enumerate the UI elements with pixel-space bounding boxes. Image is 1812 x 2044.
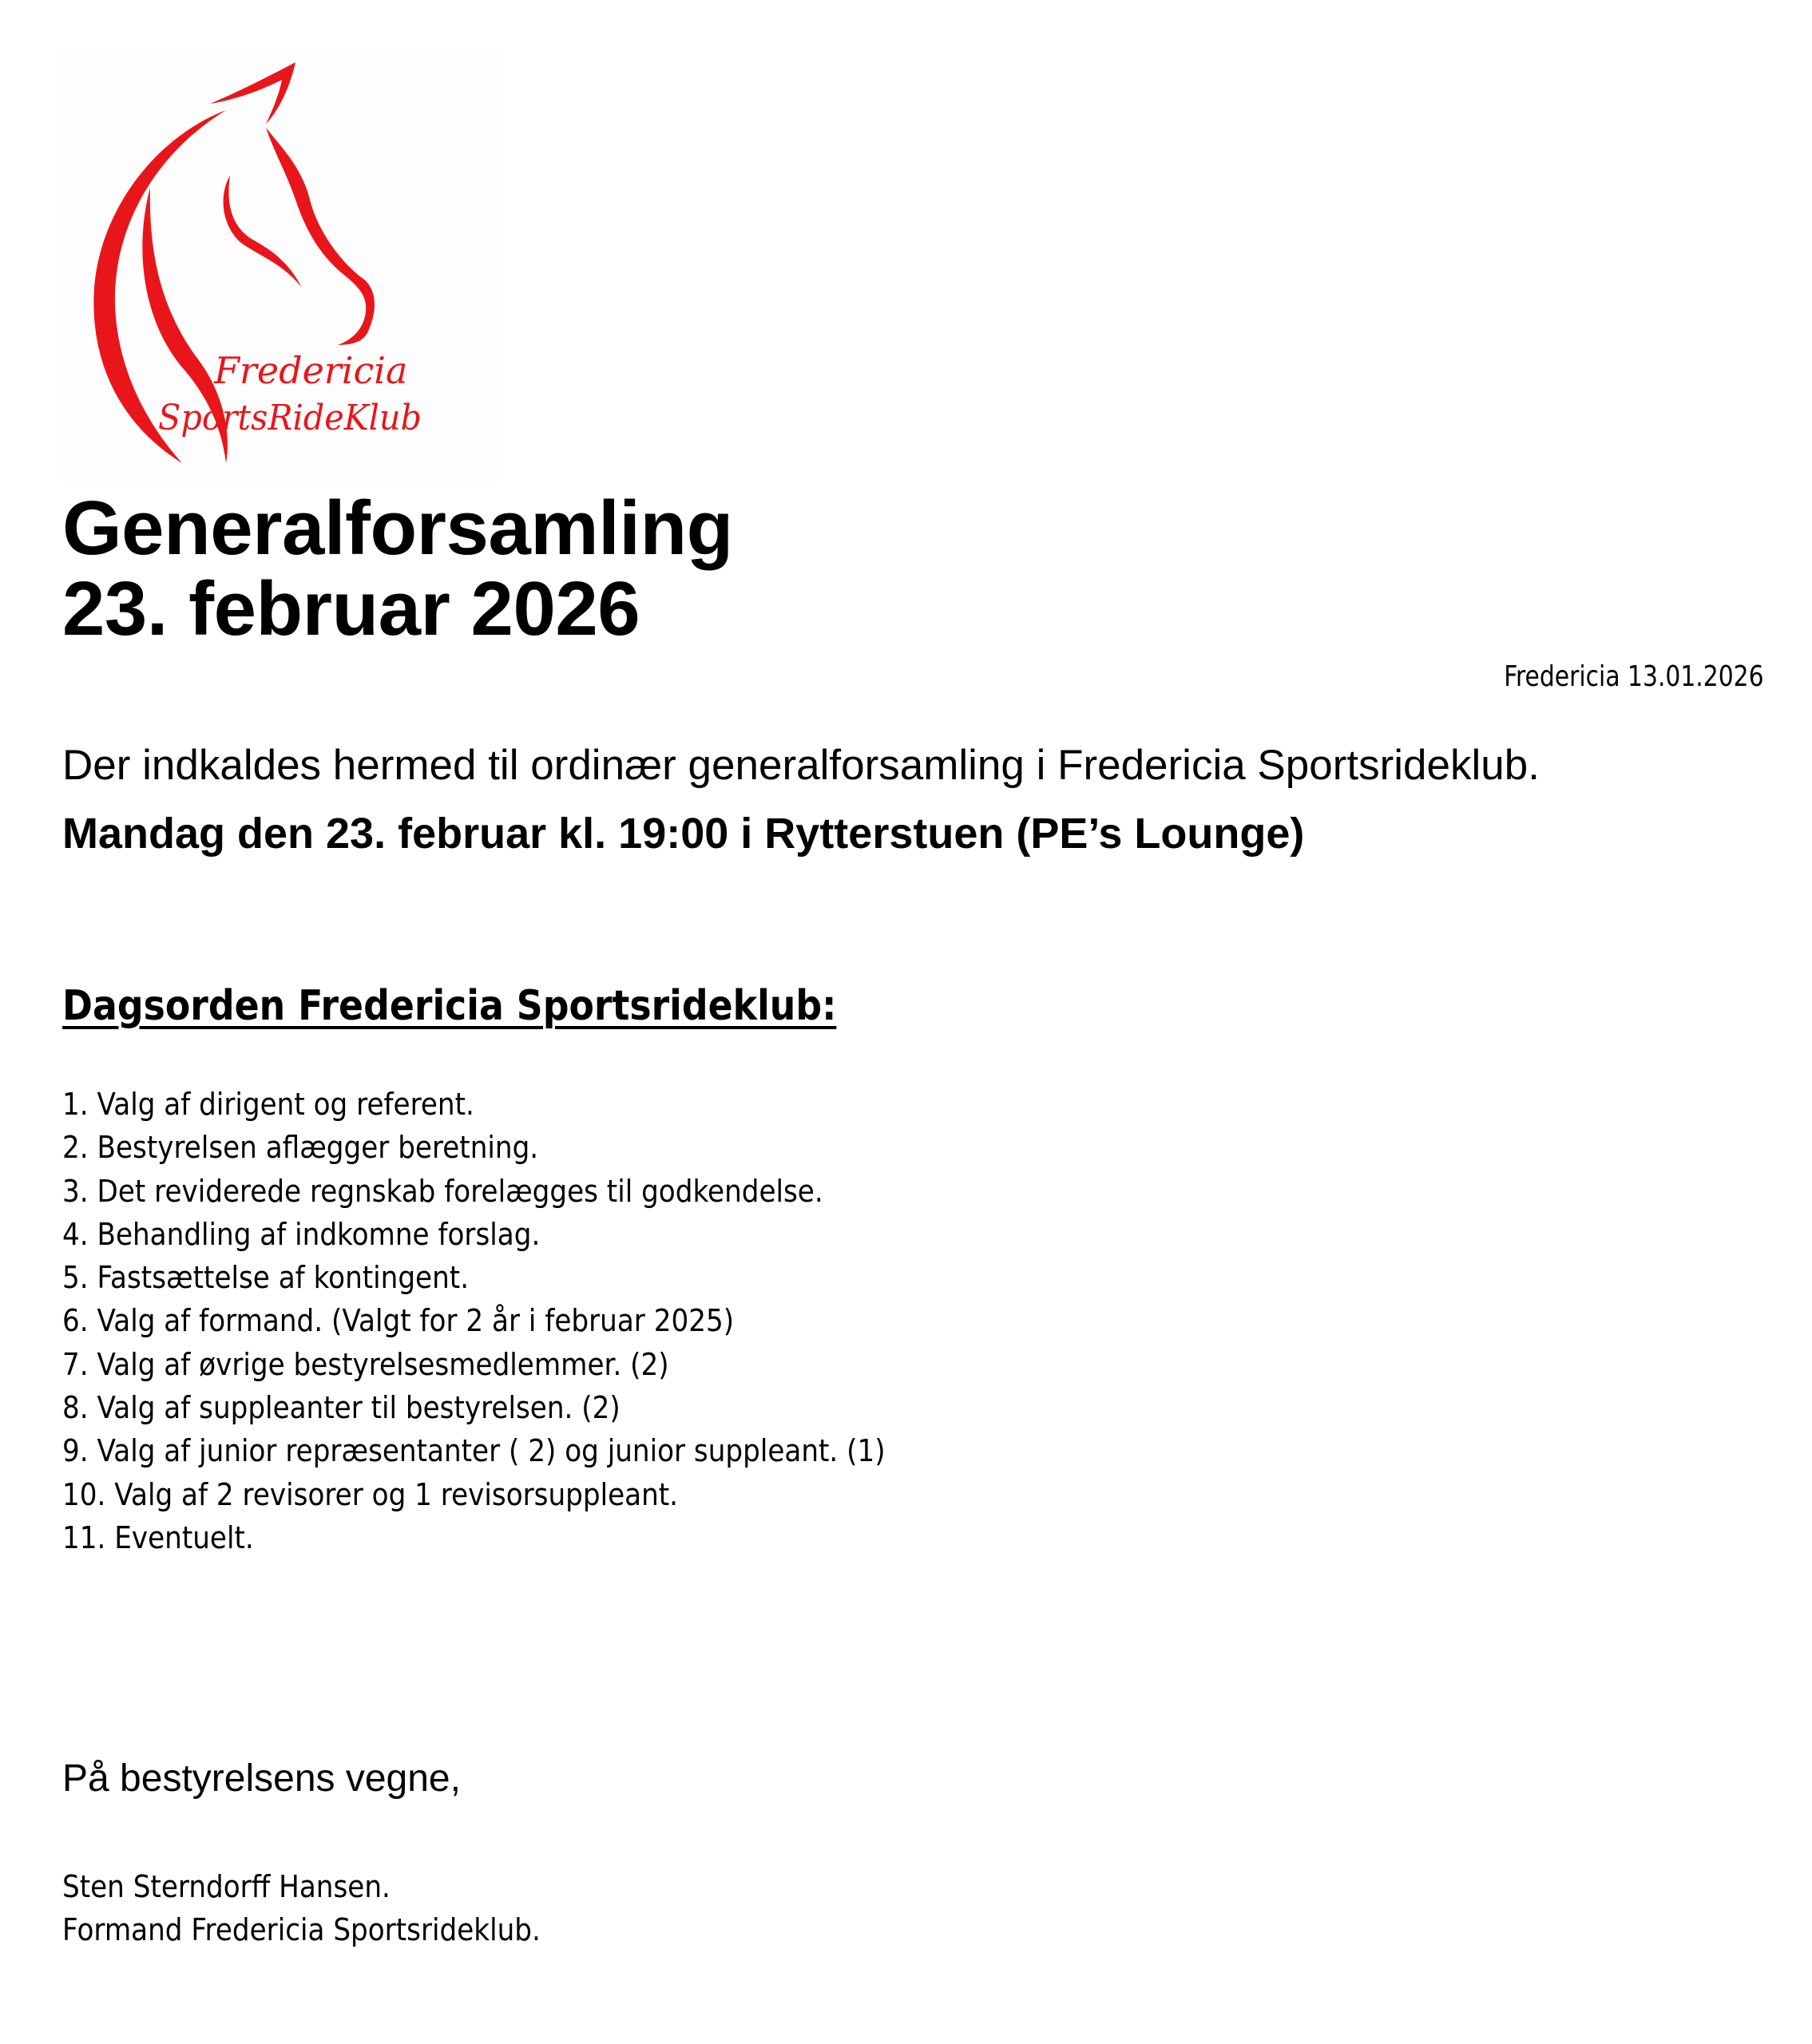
- meeting-details: Mandag den 23. februar kl. 19:00 i Rytterstuen (PE’s Lounge): [62, 810, 1305, 858]
- signer-title: Formand Fredericia Sportsrideklub.: [62, 1912, 541, 1947]
- closing-salutation: På bestyrelsens vegne,: [62, 1757, 461, 1800]
- page-title-line2: 23. februar 2026: [62, 566, 640, 652]
- agenda-list: [62, 1083, 977, 1559]
- logo-text-line2: SportsRideKlub: [158, 398, 422, 438]
- horse-head-logo-icon: [62, 48, 498, 483]
- agenda-item: 8. Valg af suppleanter til bestyrelsen. (2): [62, 1390, 621, 1426]
- agenda-item: 2. Bestyrelsen aflægger beretning.: [62, 1130, 539, 1166]
- place-date: Fredericia 13.01.2026: [1504, 660, 1764, 693]
- logo-face-line: [266, 128, 375, 345]
- agenda-item: 6. Valg af formand. (Valgt for 2 år i februar 2025): [62, 1303, 735, 1339]
- page-title-line1: Generalforsamling: [62, 485, 733, 571]
- agenda-item: 7. Valg af øvrige bestyrelsesmedlemmer. (2): [62, 1346, 669, 1382]
- agenda-item: 11. Eventuelt.: [62, 1519, 254, 1555]
- agenda-item: 1. Valg af dirigent og referent.: [62, 1087, 474, 1122]
- agenda-item: 5. Fastsættelse af kontingent.: [62, 1260, 470, 1296]
- agenda-item: 4. Behandling af indkomne forslag.: [62, 1216, 541, 1252]
- agenda-item: 9. Valg af junior repræsentanter ( 2) og junior suppleant. (1): [62, 1433, 886, 1469]
- agenda-item: 3. Det reviderede regnskab forelægges til godkendelse.: [62, 1173, 823, 1209]
- agenda-item: 10. Valg af 2 revisorer og 1 revisorsuppleant.: [62, 1476, 679, 1512]
- logo-ear: [210, 62, 295, 124]
- logo-text-line1: Fredericia: [214, 349, 408, 392]
- club-logo: [62, 48, 498, 483]
- agenda-heading: Dagsorden Fredericia Sportsrideklub:: [62, 982, 837, 1030]
- signer-name: Sten Sterndorff Hansen.: [62, 1869, 391, 1904]
- logo-cheek-line: [224, 176, 302, 287]
- intro-text: Der indkaldes hermed til ordinær generalforsamling i Fredericia Sportsrideklub.: [62, 742, 1540, 789]
